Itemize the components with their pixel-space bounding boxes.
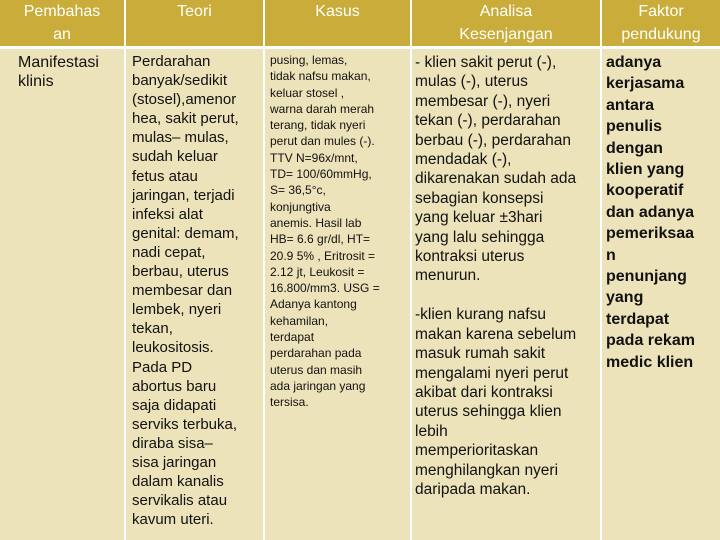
- header-faktor-pendukung: Faktor pendukung: [621, 3, 701, 43]
- header-analisa-kesenjangan: Analisa Kesenjangan: [459, 3, 553, 43]
- column-divider: [410, 0, 412, 540]
- cell-teori: Perdarahan banyak/sedikit (stosel),amenor hea, sakit perut, mulas– mulas, sudah keluar fetus atau jaringan, terjadi infeksi alat genital: demam, nadi cepat, berbau, uterus membesar dan lembek, nyeri tekan, leukositosis. Pada PD abortus baru saja didapati serviks terbuka, diraba sisa– sisa jaringan dalam kanalis servikalis atau kavum uteri.: [132, 53, 239, 529]
- header-teori: Teori: [177, 3, 212, 20]
- column-divider: [124, 0, 126, 540]
- cell-pembahasan: Manifestasi klinis: [18, 54, 99, 90]
- column-divider: [600, 0, 602, 540]
- row-divider: [0, 46, 720, 49]
- cell-analisa-kesenjangan: - klien sakit perut (-), mulas (-), uterus membesar (-), nyeri tekan (-), perdarahan berbau (-), perdarahan mendadak (-), dikarenakan sudah ada sebagian konsepsi yang keluar ±3hari yang lalu sehingga kontraksi uterus menurun. -klien kurang nafsu makan karena sebelum masuk rumah sakit mengalami nyeri perut akibat dari kontraksi uterus sehingga klien lebih memperioritaskan menghilangkan nyeri daripada makan.: [415, 54, 577, 498]
- header-kasus: Kasus: [315, 3, 360, 20]
- header-pembahasan: Pembahas an: [23, 3, 101, 43]
- column-divider: [263, 0, 265, 540]
- cell-kasus: pusing, lemas, tidak nafsu makan, keluar stosel , warna darah merah terang, tidak nyeri perut dan mules (-). TTV N=96x/mnt, TD= 100/60mmHg, S= 36,5°c, konjungtiva anemis. Hasil lab HB= 6.6 gr/dl, HT= 20.9 5% , Eritrosit = 2.12 jt, Leukosit = 16.800/mm3. USG = Adanya kantong kehamilan, terdapat perdarahan pada uterus dan masih ada jaringan yang tersisa.: [270, 53, 380, 410]
- cell-faktor-pendukung: adanya kerjasama antara penulis dengan klien yang kooperatif dan adanya pemeriksaa n penunjang yang terdapat pada rekam medic klien: [606, 54, 695, 371]
